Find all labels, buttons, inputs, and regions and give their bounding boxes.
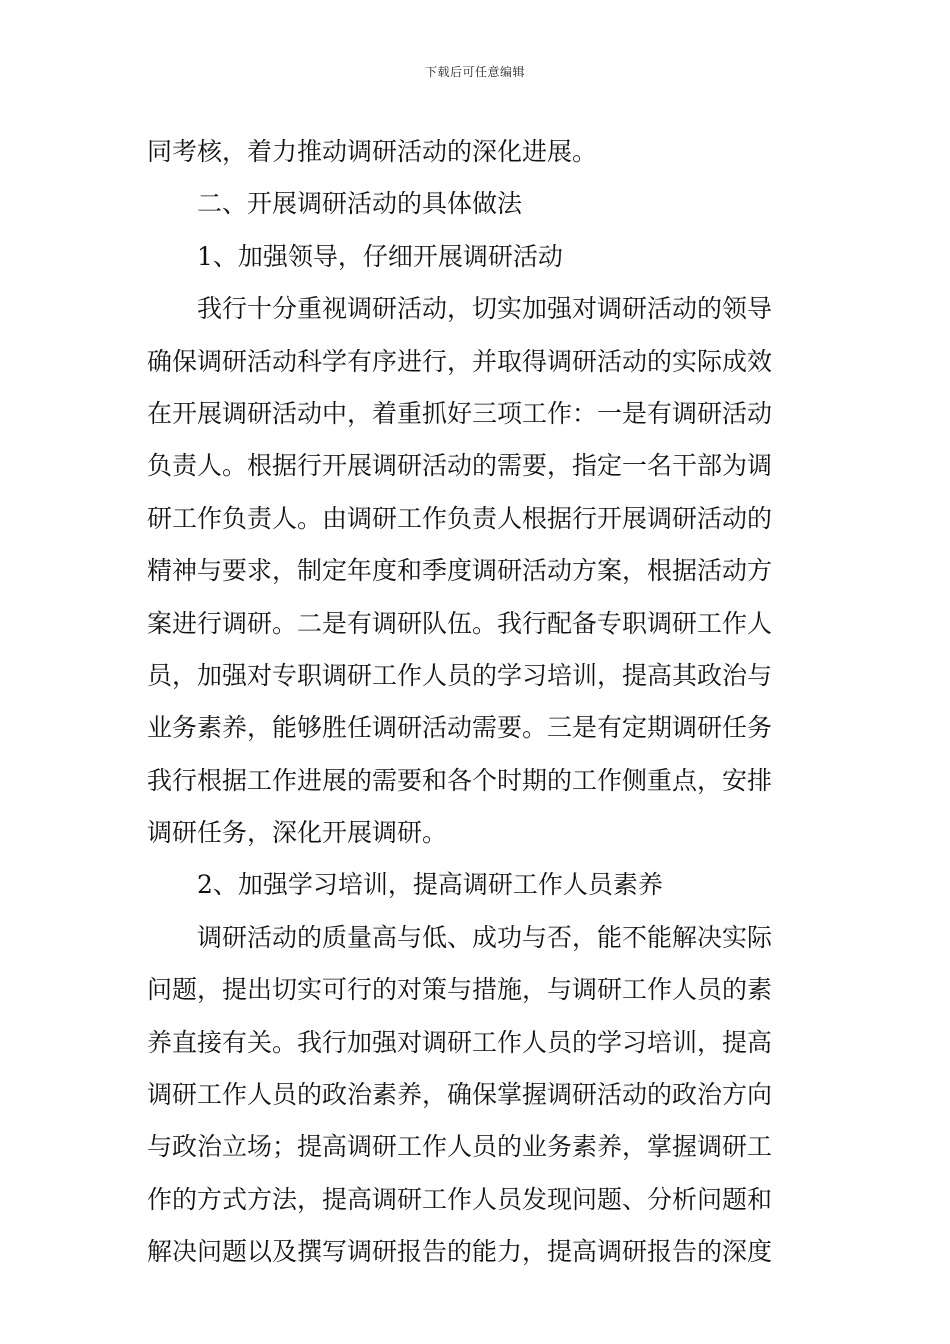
body-text-line: 2、加强学习培训，提高调研工作人员素养 [197, 870, 663, 900]
body-text-line: 作的方式方法，提高调研工作人员发现问题、分析问题和 [147, 1184, 773, 1214]
body-text-line: 养直接有关。我行加强对调研工作人员的学习培训，提高 [147, 1027, 773, 1057]
body-text-line: 调研活动的质量高与低、成功与否，能不能解决实际 [197, 922, 773, 952]
body-text-line: 问题，提出切实可行的对策与措施，与调研工作人员的素 [147, 975, 773, 1005]
body-text-line: 业务素养，能够胜任调研活动需要。三是有定期调研任务 [147, 713, 773, 743]
body-text-line: 调研工作人员的政治素养，确保掌握调研活动的政治方向 [147, 1080, 773, 1110]
body-text-line: 同考核，着力推动调研活动的深化进展。 [147, 137, 598, 166]
body-text-line: 研工作负责人。由调研工作负责人根据行开展调研活动的 [147, 503, 773, 533]
body-text-line: 1、加强领导，仔细开展调研活动 [197, 241, 563, 271]
body-text-line: 精神与要求，制定年度和季度调研活动方案，根据活动方 [147, 556, 773, 586]
body-text-line: 二、开展调研活动的具体做法 [197, 189, 523, 219]
body-text-line: 案进行调研。二是有调研队伍。我行配备专职调研工作人 [147, 608, 773, 638]
body-text-line: 负责人。根据行开展调研活动的需要，指定一名干部为调 [147, 451, 773, 481]
body-text-line: 我行十分重视调研活动，切实加强对调研活动的领导 [197, 294, 773, 324]
body-text-line: 调研任务，深化开展调研。 [147, 818, 448, 848]
page-header: 下载后可任意编辑 [424, 65, 525, 79]
body-text-line: 员，加强对专职调研工作人员的学习培训，提高其政治与 [147, 660, 773, 690]
body-text-line: 确保调研活动科学有序进行，并取得调研活动的实际成效 [147, 346, 773, 376]
document-body [147, 126, 809, 1279]
body-text-line: 在开展调研活动中，着重抓好三项工作：一是有调研活动 [147, 398, 773, 428]
body-text-line: 与政治立场；提高调研工作人员的业务素养，掌握调研工 [147, 1132, 773, 1162]
body-text-line: 我行根据工作进展的需要和各个时期的工作侧重点，安排 [147, 765, 773, 795]
body-text-line: 解决问题以及撰写调研报告的能力，提高调研报告的深度 [147, 1237, 773, 1267]
